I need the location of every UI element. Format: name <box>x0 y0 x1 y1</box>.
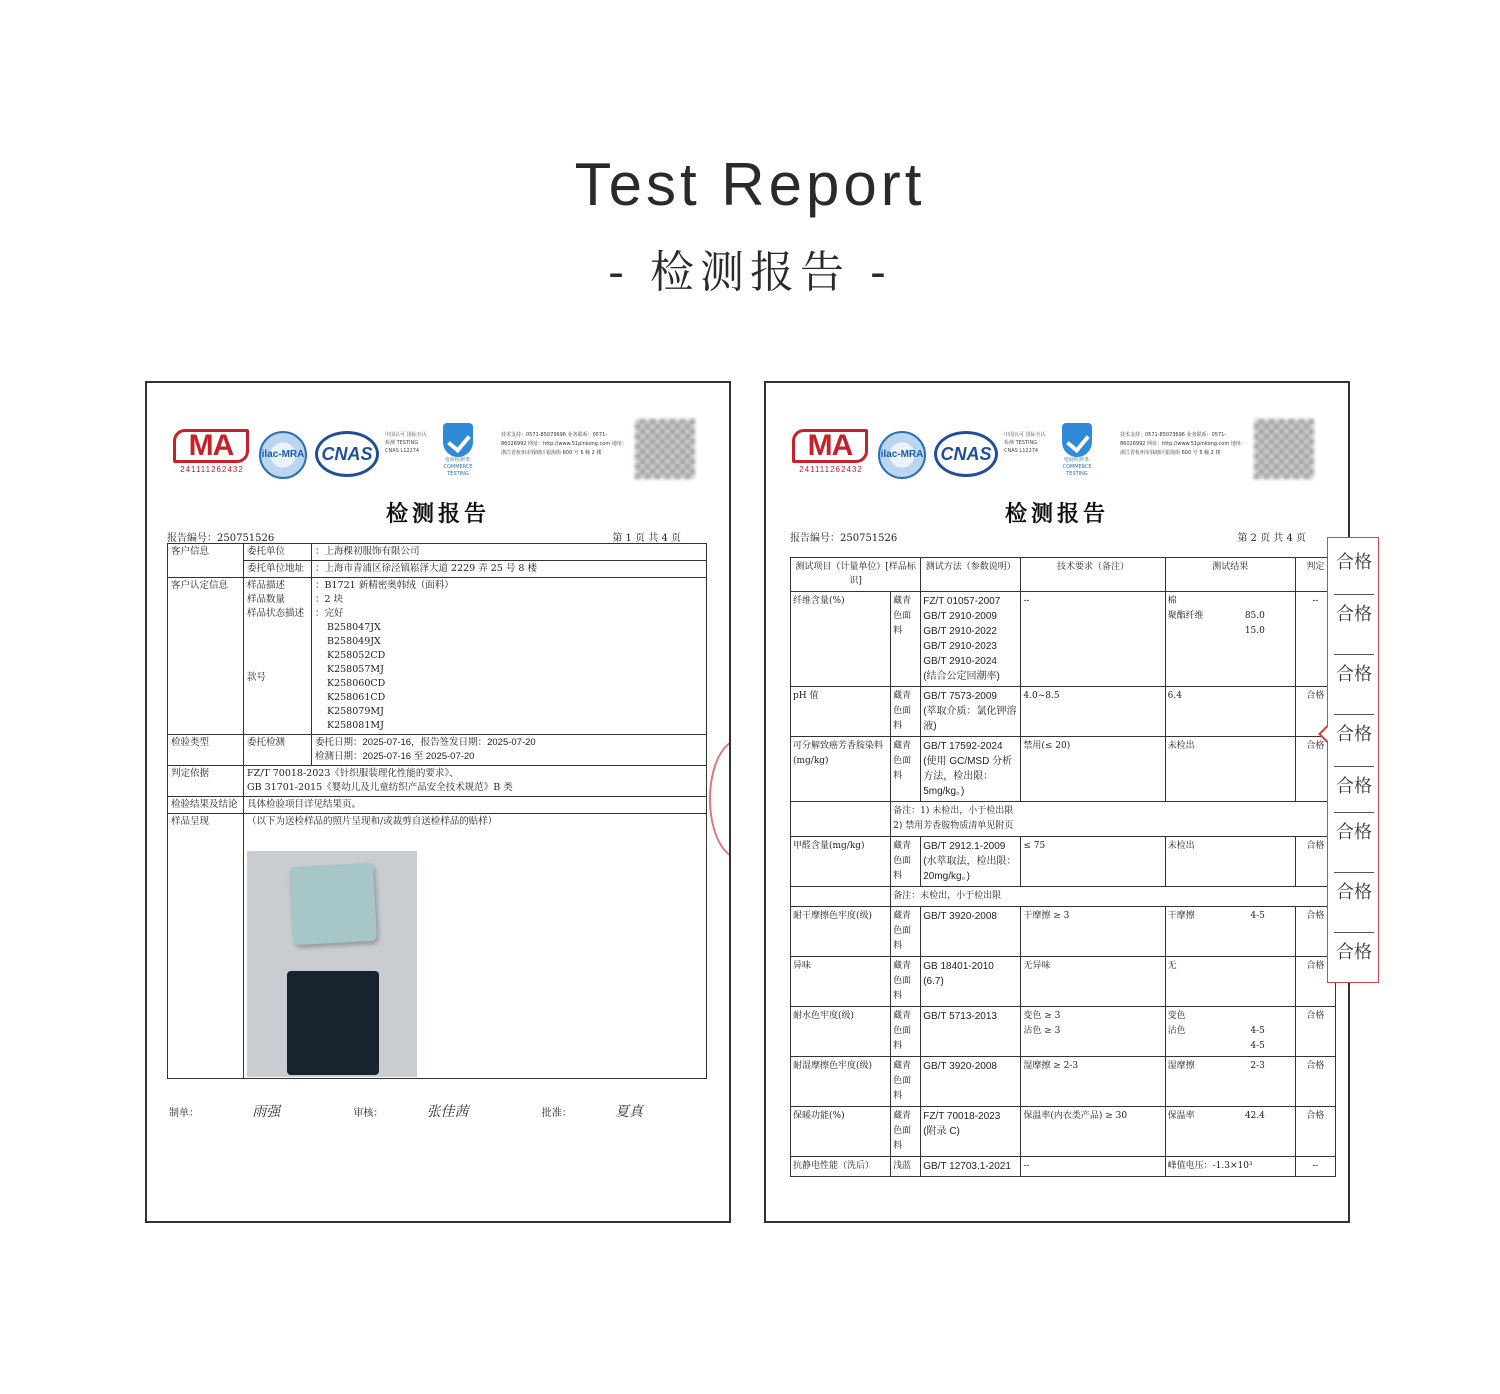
maker-label: 制单： <box>169 1108 199 1119</box>
pass-label: 合格 <box>1336 664 1372 685</box>
callout-divider <box>1334 594 1374 595</box>
result-value: 42.4 <box>1244 1111 1265 1121</box>
unit-value: ：上海棵初服饰有限公司 <box>312 544 707 561</box>
shield-caption: 电商检测 E-COMMERCE TESTING <box>1062 457 1092 477</box>
test-result <box>1165 1157 1295 1177</box>
table-header-row <box>791 558 1336 592</box>
table-row <box>791 687 1336 737</box>
column-header: 技术要求（备注） <box>1021 558 1165 592</box>
requirement: 4.0~8.5 <box>1021 687 1165 737</box>
callout-divider <box>1334 872 1374 873</box>
note-row <box>791 802 1336 837</box>
test-method: GB 18401-2010 (6.7) <box>921 957 1021 1007</box>
note-row <box>791 887 1336 907</box>
judgement: 合格 <box>1295 1107 1335 1157</box>
red-seal-stamp <box>709 739 731 859</box>
result-text: 湿摩擦 <box>1167 1061 1195 1071</box>
style-number: K258081MJ <box>327 720 384 731</box>
table-row <box>168 561 707 578</box>
result-text: 未检出 <box>1167 741 1195 751</box>
conclusion-label: 检验结果及结论 <box>168 797 244 814</box>
table-row <box>168 578 707 735</box>
column-header: 测试项目（计量单位）[样品标识] <box>791 558 921 592</box>
doc-title: 检测报告 <box>385 502 490 527</box>
sample-id: 浅蓝 <box>891 1157 921 1177</box>
ilac-mra-logo: ilac-MRA <box>878 431 926 479</box>
logo-strip <box>173 423 703 483</box>
client-label: 客户信息 <box>168 544 244 578</box>
report-page-2 <box>764 381 1372 1223</box>
test-method: GB/T 2912.1-2009 (水萃取法，检出限：20mg/kg。) <box>921 837 1021 887</box>
result-value: 85.0 15.0 <box>1244 611 1265 636</box>
sample-values: ：B1721 新精密奥韩绒（面料） ：2 块 ：完好 B258047JX B258049JX K258052CD K258057MJ K258060CD K258061CD K258079MJ K258081MJ <box>312 578 707 735</box>
test-method: FZ/T 70018-2023 (附录 C) <box>921 1107 1021 1157</box>
style-number: B258047JX <box>327 622 381 633</box>
address-value: ：上海市青浦区徐泾镇崧泽大道 2229 弄 25 号 8 楼 <box>312 561 707 578</box>
test-item: 耐湿摩擦色牢度(级) <box>791 1057 891 1107</box>
doc-title: 检测报告 <box>1004 502 1109 527</box>
test-result <box>1165 907 1295 957</box>
approver-signature: 夏真 <box>614 1104 643 1120</box>
heading-title-zh: - 检测报告 - <box>608 247 892 298</box>
table-row <box>791 737 1336 802</box>
table-row <box>168 735 707 766</box>
photo-caption: （以下为送检样品的照片呈现和/或裁剪自送检样品的贴样） <box>247 816 498 827</box>
cma-number: 241111262432 <box>180 465 244 474</box>
table-row <box>791 907 1336 957</box>
cma-mark: MA <box>173 429 249 463</box>
judgement: 合格 <box>1295 687 1335 737</box>
test-result <box>1165 1107 1295 1157</box>
cma-mark: MA <box>792 429 868 463</box>
callout-divider <box>1334 714 1374 715</box>
cma-logo <box>173 429 251 477</box>
table-row <box>791 1007 1336 1057</box>
column-header: 判定 <box>1295 558 1335 592</box>
judgement: 合格 <box>1295 957 1335 1007</box>
sample-id: 藏青色面料 <box>891 737 921 802</box>
table-row <box>168 766 707 797</box>
report-number: 报告编号：250751526 <box>167 533 275 544</box>
test-item: 抗静电性能（洗后） <box>791 1157 891 1177</box>
test-result <box>1165 592 1295 687</box>
test-type-value: 委托检测 <box>244 735 312 766</box>
signature-row <box>169 1101 689 1121</box>
test-item: 耐水色牢度(级) <box>791 1007 891 1057</box>
test-result <box>1165 1007 1295 1057</box>
table-row <box>168 544 707 561</box>
shield-check-icon <box>1062 423 1092 457</box>
table-row <box>791 837 1336 887</box>
result-text: 6.4 <box>1167 691 1182 701</box>
callout-divider <box>1334 932 1374 933</box>
judgement: 合格 <box>1295 837 1335 887</box>
sample-id: 藏青色面料 <box>891 1007 921 1057</box>
test-result <box>1165 957 1295 1007</box>
test-result <box>1165 1057 1295 1107</box>
unit-label: 委托单位 <box>244 544 312 561</box>
test-type-label: 检验类型 <box>168 735 244 766</box>
table-row <box>791 1107 1336 1157</box>
result-text: 棉 聚酯纤维 <box>1167 596 1204 621</box>
photo-label: 样品呈现 <box>168 814 244 1079</box>
sample-id: 藏青色面料 <box>891 1057 921 1107</box>
callout-divider <box>1334 766 1374 767</box>
requirement: 干摩擦 ≥ 3 <box>1021 907 1165 957</box>
report-page-1 <box>145 381 731 1223</box>
pass-label: 合格 <box>1336 882 1372 903</box>
shield-caption: 电商检测 E-COMMERCE TESTING <box>443 457 473 477</box>
test-item: 耐干摩擦色牢度(级) <box>791 907 891 957</box>
sample-id: 藏青色面料 <box>891 1107 921 1157</box>
pass-label: 合格 <box>1336 724 1372 745</box>
light-blue-swatch <box>289 863 377 945</box>
requirement: 保温率(内衣类产品) ≥ 30 <box>1021 1107 1165 1157</box>
test-dates: 委托日期：2025-07-16，报告签发日期：2025-07-20 检测日期：2025-07-16 至 2025-07-20 <box>312 735 707 766</box>
cnas-logo: CNAS <box>934 431 998 477</box>
test-item: 纤维含量(%) <box>791 592 891 687</box>
review-label: 审核： <box>353 1108 384 1119</box>
ilac-mra-logo: ilac-MRA <box>259 431 307 479</box>
table-row <box>168 797 707 814</box>
test-item: pH 值 <box>791 687 891 737</box>
contact-info: 技术支持：0571-85073696 业务联系：0571-86026992 网址：http://www.51pinkong.com 地址：浙江省杭州市钱塘区银海街 600 号 5 幢 2 楼 <box>501 432 627 456</box>
page-info: 第 2 页 共 4 页 <box>1237 533 1306 544</box>
judgement: 合格 <box>1295 1057 1335 1107</box>
sample-id: 藏青色面料 <box>891 837 921 887</box>
navy-swatch <box>287 971 379 1075</box>
pass-label: 合格 <box>1336 552 1372 573</box>
requirement: 湿摩擦 ≥ 2-3 <box>1021 1057 1165 1107</box>
test-method: GB/T 17592-2024 (使用 GC/MSD 分析方法，检出限：5mg/kg。) <box>921 737 1021 802</box>
test-result <box>1165 737 1295 802</box>
report-number: 报告编号：250751526 <box>790 533 898 544</box>
cnas-logo: CNAS <box>315 431 379 477</box>
cert-text: 中国认可 国际互认 检测 TESTING CNAS L12274 <box>385 432 427 454</box>
test-result <box>1165 687 1295 737</box>
test-method: GB/T 3920-2008 <box>921 907 1021 957</box>
test-method: GB/T 5713-2013 <box>921 1007 1021 1057</box>
table-row <box>791 592 1336 687</box>
style-number: K258079MJ <box>327 706 384 717</box>
reviewer-signature: 张佳茜 <box>426 1104 469 1120</box>
result-value: 2-3 <box>1250 1061 1265 1071</box>
requirement: ≤ 75 <box>1021 837 1165 887</box>
test-item: 异味 <box>791 957 891 1007</box>
cma-logo <box>792 429 870 477</box>
judgement: 合格 <box>1295 737 1335 802</box>
style-number: K258052CD <box>327 650 386 661</box>
sample-id: 藏青色面料 <box>891 907 921 957</box>
sample-photo <box>247 851 417 1077</box>
judgement: 合格 <box>1295 1007 1335 1057</box>
pass-label: 合格 <box>1336 942 1372 963</box>
amine-note: 备注：1) 未检出，小于检出限 2) 禁用芳香胺物质清单见附页 <box>891 802 1336 837</box>
callout-divider <box>1334 812 1374 813</box>
test-method: GB/T 7573-2009 (萃取介质：氯化钾溶液) <box>921 687 1021 737</box>
sample-id: 藏青色面料 <box>891 592 921 687</box>
style-number: K258061CD <box>327 692 386 703</box>
test-item: 甲醛含量(mg/kg) <box>791 837 891 887</box>
report-info-table <box>167 543 707 1079</box>
pass-callout <box>1327 537 1379 983</box>
report-meta <box>790 529 1306 544</box>
basis-value: FZ/T 70018-2023《针织服装理化性能的要求》、 GB 31701-2015《婴幼儿及儿童纺织产品安全技术规范》B 类 <box>244 766 707 797</box>
table-row <box>791 957 1336 1007</box>
column-header: 测试方法（参数说明） <box>921 558 1021 592</box>
requirement: -- <box>1021 1157 1165 1177</box>
column-header: 测试结果 <box>1165 558 1295 592</box>
pass-label: 合格 <box>1336 604 1372 625</box>
results-table <box>790 557 1336 1177</box>
ecommerce-testing-logo <box>435 423 481 481</box>
style-number: K258060CD <box>327 678 386 689</box>
test-item: 保暖功能(%) <box>791 1107 891 1157</box>
basis-label: 判定依据 <box>168 766 244 797</box>
requirement: 变色 ≥ 3 沾色 ≥ 3 <box>1021 1007 1165 1057</box>
requirement: 无异味 <box>1021 957 1165 1007</box>
result-value: 4-5 4-5 <box>1250 1026 1265 1051</box>
test-method: FZ/T 01057-2007 GB/T 2910-2009 GB/T 2910-2022 GB/T 2910-2023 GB/T 2910-2024 (结合公定回潮率) <box>921 592 1021 687</box>
table-row <box>168 814 707 1079</box>
result-text: 峰值电压：-1.3×10³ <box>1167 1161 1253 1171</box>
address-label: 委托单位地址 <box>244 561 312 578</box>
note-spacer <box>791 887 891 907</box>
logo-strip <box>792 423 1322 483</box>
sample-labels: 样品描述 样品数量 样品状态描述 款号 <box>244 578 312 735</box>
test-item: 可分解致癌芳香胺染料(mg/kg) <box>791 737 891 802</box>
shield-check-icon <box>443 423 473 457</box>
judgement: -- <box>1295 1157 1335 1177</box>
test-method: GB/T 12703.1-2021 <box>921 1157 1021 1177</box>
page-info: 第 1 页 共 4 页 <box>612 533 681 544</box>
maker-signature: 雨强 <box>252 1104 281 1120</box>
note-spacer <box>791 802 891 837</box>
qr-code <box>635 419 695 479</box>
result-text: 无 <box>1167 961 1177 971</box>
judgement: 合格 <box>1295 907 1335 957</box>
test-method: GB/T 3920-2008 <box>921 1057 1021 1107</box>
result-text: 变色 沾色 <box>1167 1011 1186 1036</box>
style-number: B258049JX <box>327 636 381 647</box>
sample-info-label: 客户认定信息 <box>168 578 244 735</box>
sample-id: 藏青色面料 <box>891 957 921 1007</box>
approve-label: 批准： <box>541 1108 572 1119</box>
result-text: 保温率 <box>1167 1111 1195 1121</box>
result-text: 干摩擦 <box>1167 911 1195 921</box>
conclusion-value: 具体检验项目详见结果页。 <box>244 797 707 814</box>
pass-label: 合格 <box>1336 776 1372 797</box>
ecommerce-testing-logo <box>1054 423 1100 481</box>
contact-info: 技术支持：0571-85073696 业务联系：0571-86026992 网址：http://www.51pinkong.com 地址：浙江省杭州市钱塘区银海街 600 号 5 幢 2 楼 <box>1120 432 1246 456</box>
heading-title-en: Test Report <box>574 151 926 218</box>
test-result <box>1165 837 1295 887</box>
callout-divider <box>1334 654 1374 655</box>
sample-id: 藏青色面料 <box>891 687 921 737</box>
result-text: 未检出 <box>1167 841 1195 851</box>
judgement: -- <box>1295 592 1335 687</box>
report-meta <box>167 529 681 544</box>
cma-number: 241111262432 <box>799 465 863 474</box>
table-row <box>791 1157 1336 1177</box>
formaldehyde-note: 备注：未检出，小于检出限 <box>891 887 1336 907</box>
requirement: -- <box>1021 592 1165 687</box>
result-value: 4-5 <box>1250 911 1265 921</box>
cert-text: 中国认可 国际互认 检测 TESTING CNAS L12274 <box>1004 432 1046 454</box>
table-row <box>791 1057 1336 1107</box>
qr-code <box>1254 419 1314 479</box>
style-number: K258057MJ <box>327 664 384 675</box>
requirement: 禁用(≤ 20) <box>1021 737 1165 802</box>
photo-cell <box>244 814 707 1079</box>
pass-label: 合格 <box>1336 822 1372 843</box>
